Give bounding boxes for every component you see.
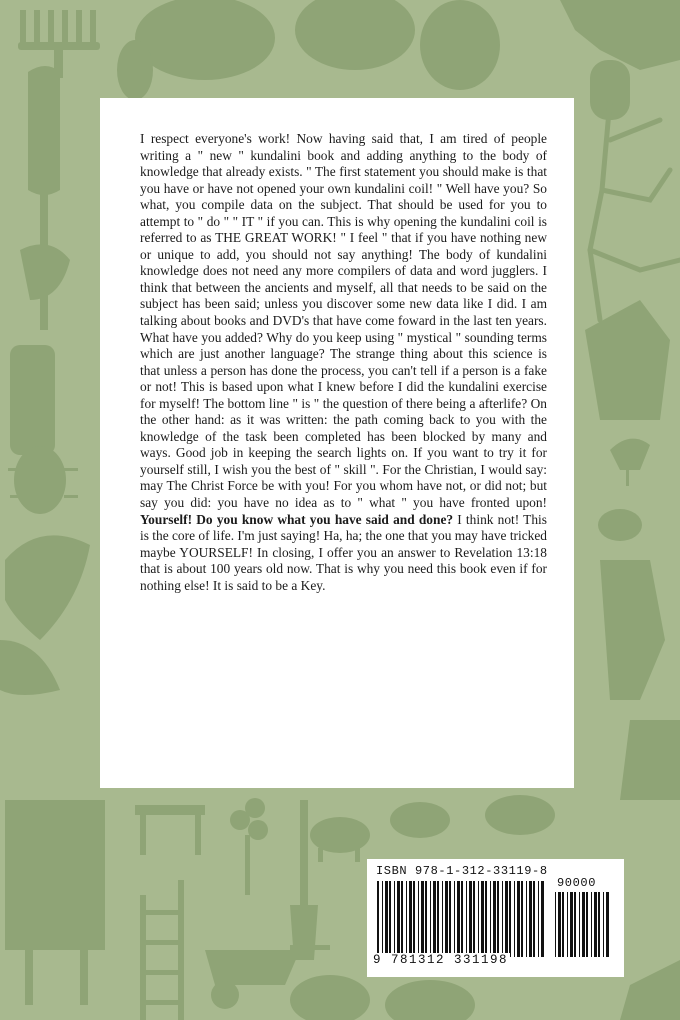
ean-bar	[514, 881, 515, 957]
ean-bar	[430, 881, 431, 957]
body-text-part-1: I respect everyone's work! Now having said that, I am tired of people writing a " new " kundalini book and adding anything to the body of knowledge that already exists. " The first statement you should make is that you have or have not opened your own kundalini coil! " Well have you? So what, you compile data on the subject. That should be used for you to attempt to " do " " IT " if you can. This is why opening the kundalini coil is referred to as THE GREAT WORK! " I feel " that if you have nothing new or unique to add, you should not say anything! The body of kundalini knowledge does not need any more compilers of data and word jugglers. I think that between the ancients and myself, all that needs to be said on the subject has been said; unless you discover some new data like I did. I am talking about books and DVD's that have come foward in the last ten years. What have you added? Why do you keep using " mystical " sounding terms which are just another language? The strange thing about this science is that unless a person has done the process, you can't tell if a person is a fake or not! This is based upon what I knew before I did the kundalini exercise for myself! The bottom line " is " the question of there being a afterlife? On the other hand: as it was written: the path coming back to you with the knowledge of the task been completed has been blocked by many and ways. Good job in keeping the search lights on. If you want to try it for yourself still, I wish you the best of " skill ". For the Christian, I would say: may The Christ Force be with you! For you whom have not, or did not; but say you did: you have no idea as to " what " you have fronted upon!	[140, 131, 547, 511]
ean-bar	[442, 881, 443, 957]
ean-bar	[485, 881, 487, 957]
ean-bar	[466, 881, 467, 957]
addon-bars	[555, 892, 611, 957]
ean-bar	[517, 881, 520, 957]
addon-bar	[591, 892, 592, 957]
isbn-label: ISBN 978-1-312-33119-8	[376, 864, 548, 878]
bird-icon	[610, 439, 650, 486]
chalkboard-icon	[5, 800, 105, 1005]
beetle-icon	[8, 446, 78, 514]
leaf-icon	[0, 535, 90, 695]
ean-bar	[433, 881, 436, 957]
ean-bar	[473, 881, 475, 957]
addon-bar	[603, 892, 604, 957]
ean-bar	[521, 881, 523, 957]
ean-bar	[421, 881, 424, 957]
addon-bar	[570, 892, 573, 957]
ean-bar	[418, 881, 419, 957]
ean-bar	[377, 881, 379, 957]
figure-icon	[620, 960, 680, 1020]
text-panel	[100, 98, 574, 788]
ean-bar	[481, 881, 484, 957]
spade-icon	[290, 800, 318, 960]
ean-bars	[377, 881, 547, 957]
addon-bar	[579, 892, 580, 957]
ean-bar	[469, 881, 472, 957]
ean-bar	[409, 881, 412, 957]
ean-bar	[478, 881, 479, 957]
pig-icon	[310, 817, 370, 862]
ean-bar	[406, 881, 407, 957]
ean-bar	[401, 881, 403, 957]
ladder-icon	[140, 880, 184, 1020]
addon-bar	[586, 892, 588, 957]
addon-bar	[574, 892, 576, 957]
ean-bar	[529, 881, 532, 957]
ean-bar	[445, 881, 448, 957]
ean-bar	[538, 881, 539, 957]
addon-bar	[598, 892, 600, 957]
ean-bar	[533, 881, 535, 957]
flower-icon	[230, 798, 268, 895]
ean-bar	[502, 881, 503, 957]
ean-bar	[457, 881, 460, 957]
ean-bar	[454, 881, 455, 957]
ean-bar	[437, 881, 439, 957]
addon-bar	[562, 892, 564, 957]
ean-bar	[461, 881, 463, 957]
ean-bar	[493, 881, 496, 957]
ean-digits: 9 781312 331198	[373, 953, 509, 967]
body-text	[140, 131, 547, 594]
ean-bar	[509, 881, 511, 957]
vegetable-icon	[117, 0, 500, 100]
addon-bar	[567, 892, 568, 957]
ean-bar	[413, 881, 415, 957]
price-code: 90000	[557, 876, 597, 890]
bottle-icon	[10, 244, 70, 455]
chair-icon	[135, 805, 205, 855]
ean-bar	[497, 881, 499, 957]
addon-bar	[558, 892, 561, 957]
body-text-bold: Yourself! Do you know what you have said and done?	[140, 511, 454, 527]
ean-bar	[490, 881, 491, 957]
tree-branch-icon	[590, 100, 680, 320]
ean-bar	[385, 881, 388, 957]
ean-bar	[382, 881, 383, 957]
addon-bar	[606, 892, 609, 957]
ean-bar	[394, 881, 395, 957]
addon-bar	[582, 892, 585, 957]
ean-bar	[397, 881, 400, 957]
ean-bar	[505, 881, 508, 957]
ean-bar	[541, 881, 544, 957]
ean-bar	[526, 881, 527, 957]
ean-bar	[389, 881, 391, 957]
ean-bar	[425, 881, 427, 957]
ean-bar	[449, 881, 451, 957]
figure-icon	[585, 300, 680, 800]
body-text-part-2: I think not! This is the core of life. I'm just saying! Ha, ha; the one that you may have tricked maybe YOURSELF! In closing, I offer you an answer to Revelation 13:18 that is about 100 years old now. That is why you need this book even if for nothing else! It is said to be a Key.	[140, 511, 547, 593]
barcode	[367, 859, 624, 977]
rake-icon	[18, 10, 100, 78]
figure-icon	[560, 0, 680, 120]
addon-bar	[594, 892, 597, 957]
addon-bar	[555, 892, 556, 957]
